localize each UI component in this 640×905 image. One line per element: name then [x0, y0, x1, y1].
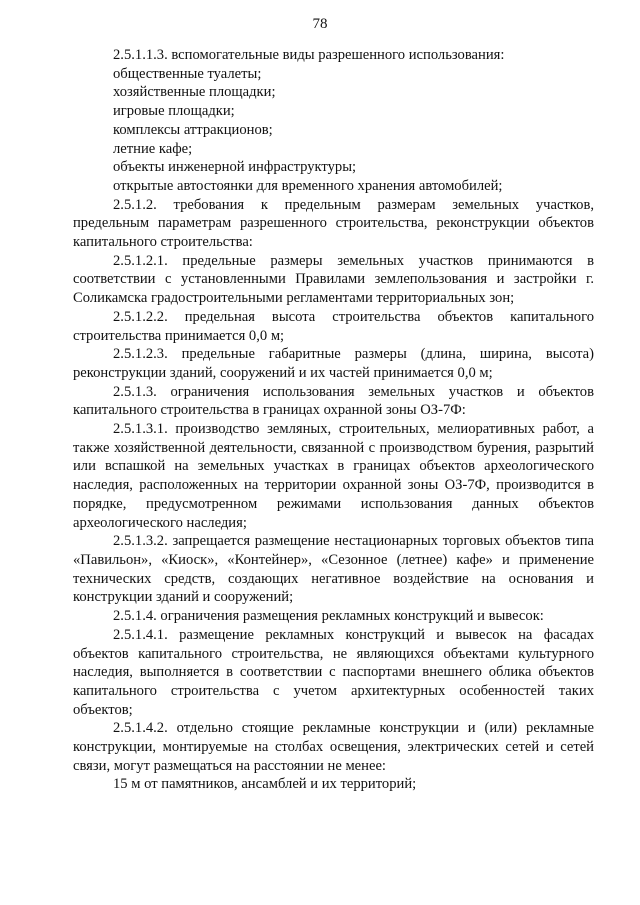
- document-body: [73, 46, 594, 794]
- paragraph: 2.5.1.4.2. отдельно стоящие рекламные конструкции и (или) рекламные конструкции, монтируемые на столбах освещения, электрических сетей и сетей связи, могут размещаться на расстоянии не менее:: [73, 720, 594, 774]
- list-item: открытые автостоянки для временного хранения автомобилей;: [113, 177, 503, 194]
- paragraph: 2.5.1.2.1. предельные размеры земельных участков принимаются в соответствии с установленными Правилами землепользования и застройки г. Соликамска градостроительными регламентами территориальных зон;: [73, 252, 594, 307]
- paragraph: 2.5.1.2.3. предельные габаритные размеры (длина, ширина, высота) реконструкции зданий, сооружений и их частей принимается 0,0 м;: [73, 346, 594, 381]
- list-item: комплексы аттракционов;: [113, 121, 273, 138]
- list-item: общественные туалеты;: [113, 65, 262, 82]
- paragraph: 2.5.1.3.1. производство земляных, строительных, мелиоративных работ, а также хозяйственной деятельности, связанной с производством бурения, разрытий или вспашкой на земельных участках в границах объектов археологического наследия, расположенных на территории охранной зоны ОЗ-7Ф, производится в порядке, предусмотренном режимами использования данных объектов археологического наследия;: [73, 421, 594, 531]
- list-item: объекты инженерной инфраструктуры;: [113, 159, 357, 176]
- paragraph: 2.5.1.4. ограничения размещения рекламных конструкций и вывесок:: [113, 608, 544, 625]
- list-item: летние кафе;: [113, 140, 193, 157]
- paragraph: 2.5.1.3. ограничения использования земельных участков и объектов капитального строительства в границах охранной зоны ОЗ-7Ф:: [73, 383, 594, 419]
- paragraph: 15 м от памятников, ансамблей и их территорий;: [113, 776, 417, 793]
- paragraph: 2.5.1.2. требования к предельным размерам земельных участков, предельным параметрам разрешенного строительства, реконструкции объектов капитального строительства:: [73, 196, 594, 251]
- paragraph: 2.5.1.4.1. размещение рекламных конструкций и вывесок на фасадах объектов капитального строительства, не являющихся объектами культурного наследия, выполняется в соответствии с паспортами внешнего облика объектов капитального строительства с учетом архитектурных особенностей таких объектов;: [73, 626, 594, 718]
- paragraph: 2.5.1.2.2. предельная высота строительства объектов капитального строительства принимается 0,0 м;: [73, 308, 594, 344]
- paragraph: 2.5.1.1.3. вспомогательные виды разрешенного использования:: [113, 47, 505, 63]
- list-item: хозяйственные площадки;: [113, 84, 276, 101]
- page-number: 78: [312, 16, 328, 32]
- list-item: игровые площадки;: [113, 103, 235, 120]
- paragraph: 2.5.1.3.2. запрещается размещение нестационарных торговых объектов типа «Павильон», «Киоск», «Контейнер», «Сезонное (летнее) кафе» и применение технических средств, создающих негативное воздействие на основания и конструкции зданий и сооружений;: [73, 533, 594, 606]
